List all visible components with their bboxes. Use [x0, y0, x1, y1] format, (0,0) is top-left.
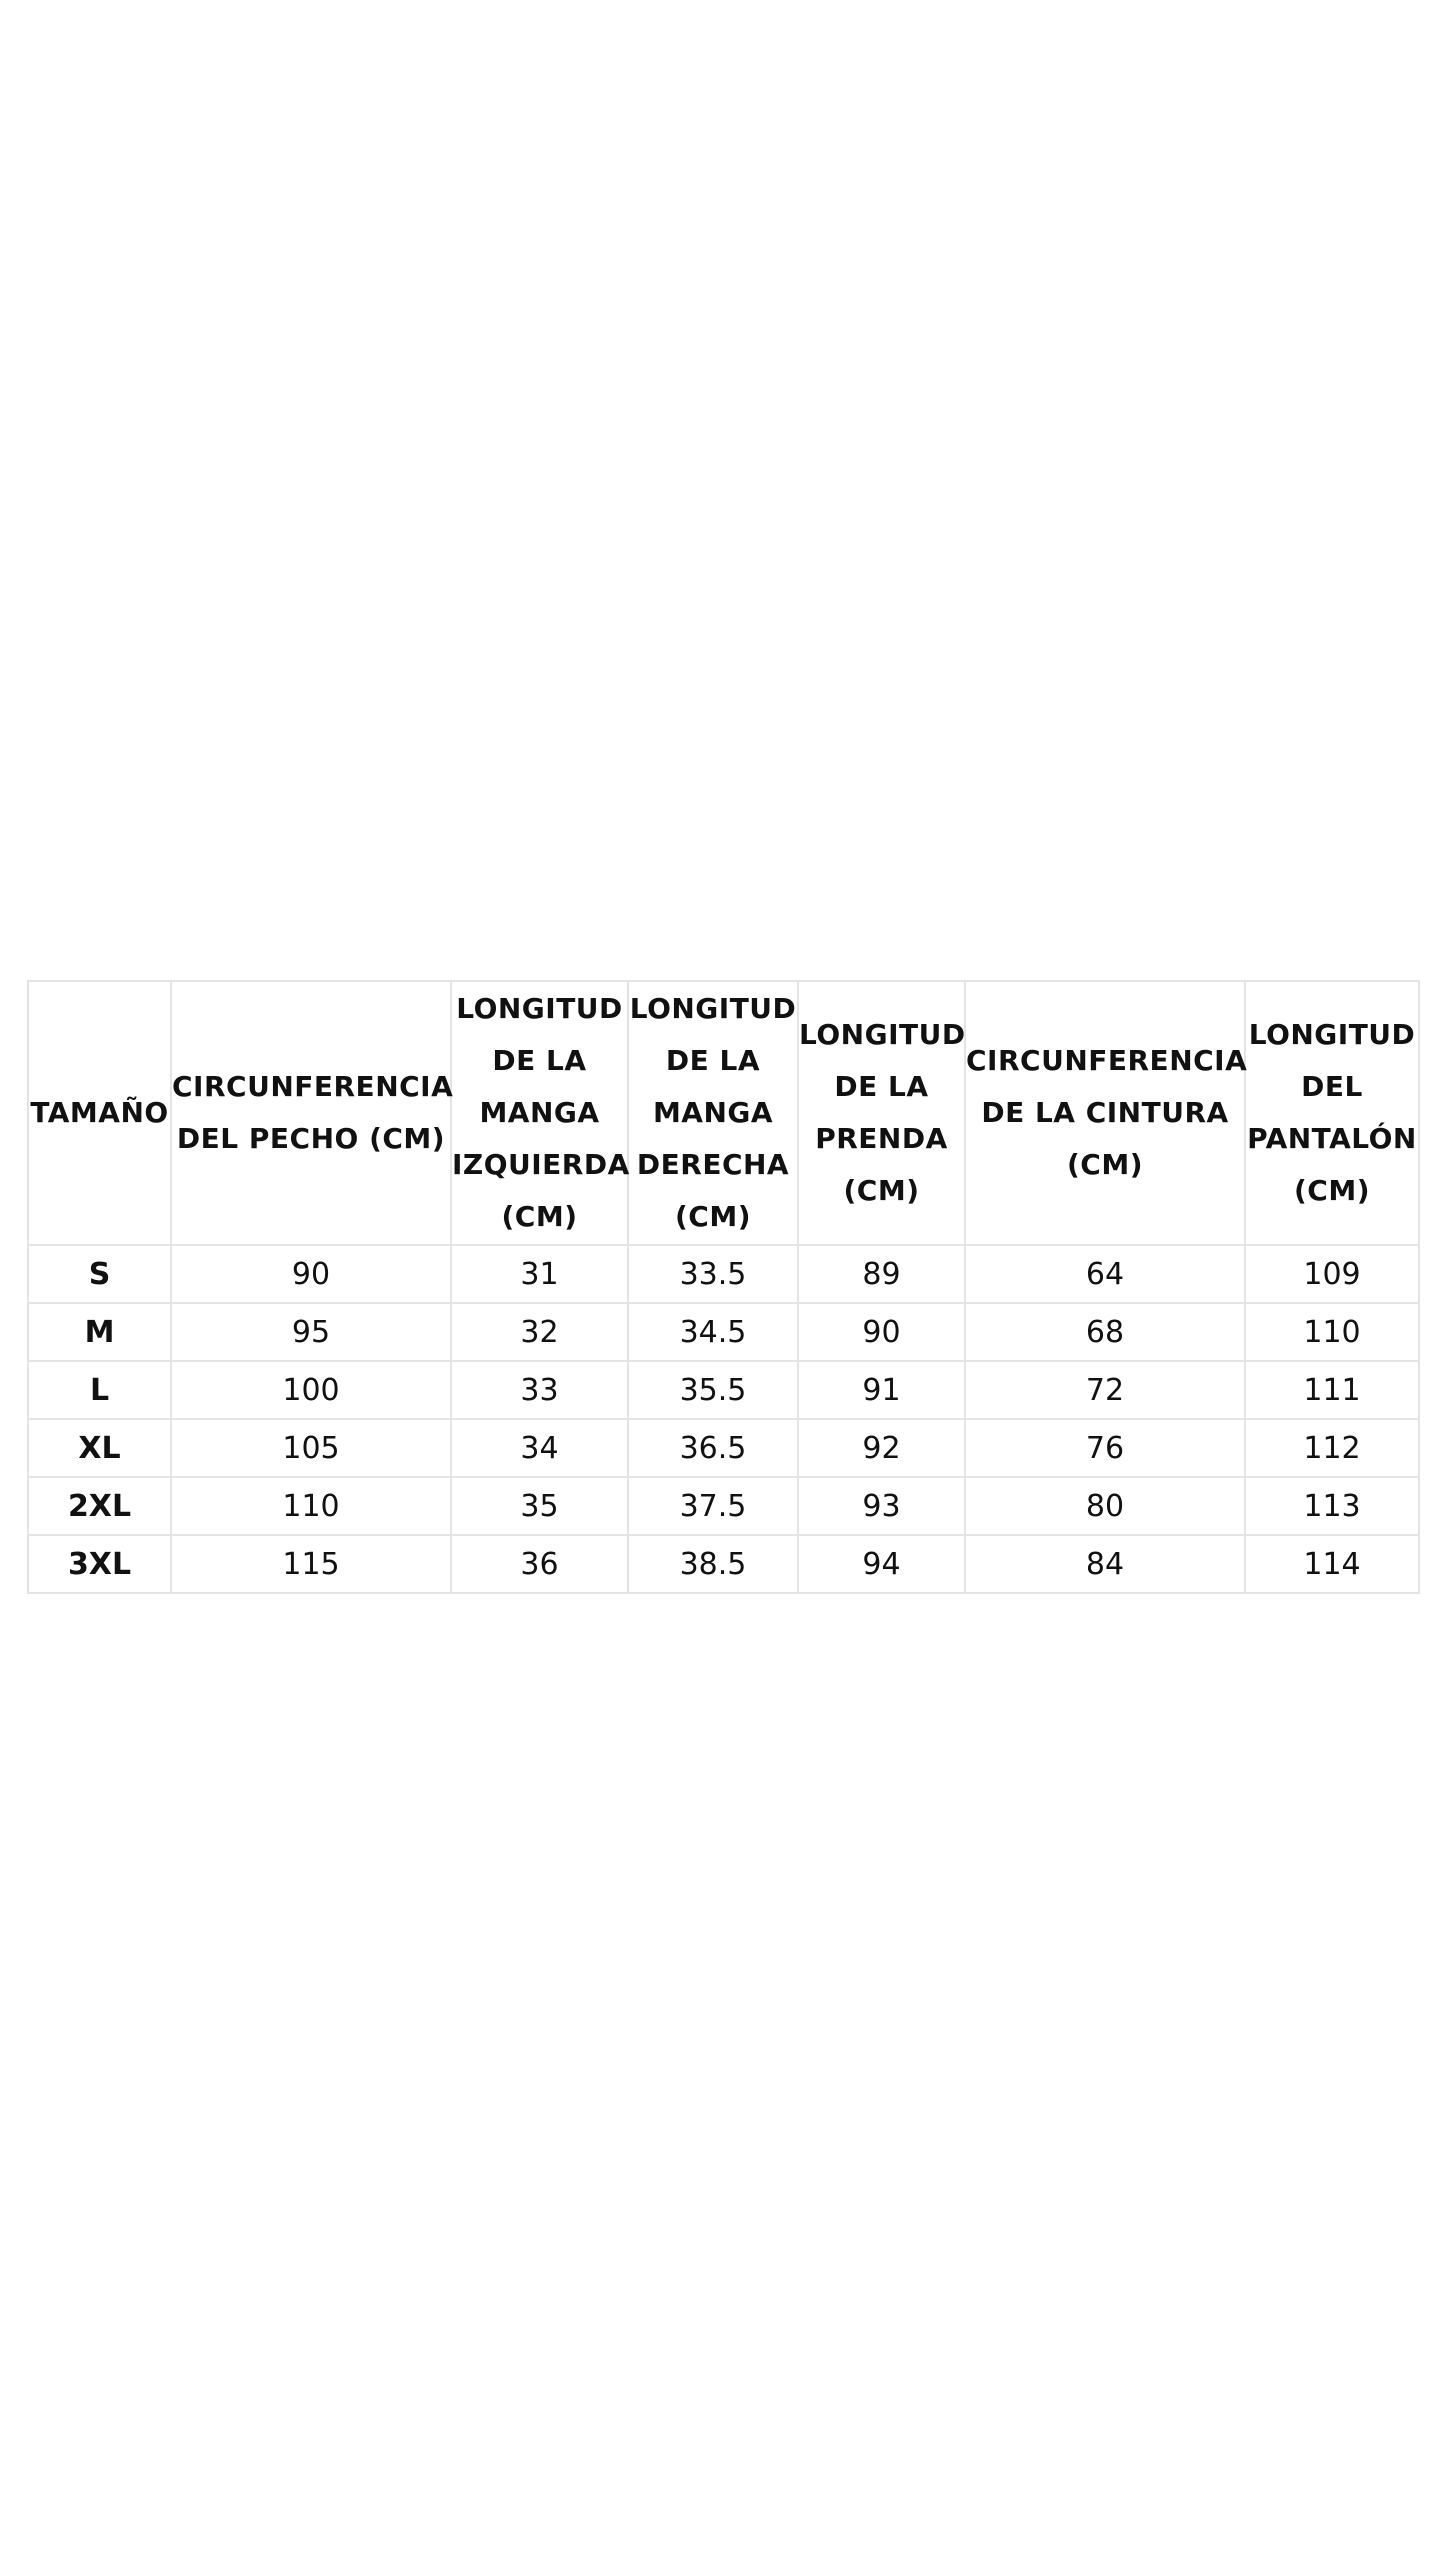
table-cell: 115 [171, 1535, 451, 1593]
table-cell: 32 [451, 1303, 628, 1361]
header-garment-length: LONGITUD DE LA PRENDA (CM) [798, 981, 965, 1245]
table-row [28, 1477, 1419, 1535]
table-cell: 34 [451, 1419, 628, 1477]
table-cell: 91 [798, 1361, 965, 1419]
table-cell: 112 [1245, 1419, 1419, 1477]
size-cell: 2XL [28, 1477, 171, 1535]
size-cell: XL [28, 1419, 171, 1477]
table-cell: 93 [798, 1477, 965, 1535]
size-chart-table [27, 980, 1420, 1594]
header-pants-length: LONGITUD DEL PANTALÓN (CM) [1245, 981, 1419, 1245]
header-left-sleeve-length: LONGITUD DE LA MANGA IZQUIERDA (CM) [451, 981, 628, 1245]
table-cell: 33 [451, 1361, 628, 1419]
table-cell: 34.5 [628, 1303, 798, 1361]
size-cell: 3XL [28, 1535, 171, 1593]
header-row [28, 981, 1419, 1245]
table-cell: 94 [798, 1535, 965, 1593]
table-cell: 76 [965, 1419, 1245, 1477]
table-cell: 68 [965, 1303, 1245, 1361]
table-row [28, 1303, 1419, 1361]
table-cell: 36 [451, 1535, 628, 1593]
table-cell: 80 [965, 1477, 1245, 1535]
table-cell: 90 [171, 1245, 451, 1303]
table-cell: 37.5 [628, 1477, 798, 1535]
size-cell: M [28, 1303, 171, 1361]
table-cell: 31 [451, 1245, 628, 1303]
header-waist-circumference: CIRCUNFERENCIA DE LA CINTURA (CM) [965, 981, 1245, 1245]
table-cell: 90 [798, 1303, 965, 1361]
table-cell: 89 [798, 1245, 965, 1303]
table-cell: 92 [798, 1419, 965, 1477]
table-row [28, 1361, 1419, 1419]
table-row [28, 1535, 1419, 1593]
size-cell: L [28, 1361, 171, 1419]
table-row [28, 1419, 1419, 1477]
table-cell: 33.5 [628, 1245, 798, 1303]
table-cell: 105 [171, 1419, 451, 1477]
table-cell: 110 [1245, 1303, 1419, 1361]
table-cell: 111 [1245, 1361, 1419, 1419]
table-cell: 72 [965, 1361, 1245, 1419]
table-cell: 38.5 [628, 1535, 798, 1593]
table-row [28, 1245, 1419, 1303]
size-cell: S [28, 1245, 171, 1303]
table-cell: 113 [1245, 1477, 1419, 1535]
table-cell: 114 [1245, 1535, 1419, 1593]
table-cell: 100 [171, 1361, 451, 1419]
table-cell: 84 [965, 1535, 1245, 1593]
table-cell: 64 [965, 1245, 1245, 1303]
header-right-sleeve-length: LONGITUD DE LA MANGA DERECHA (CM) [628, 981, 798, 1245]
table-cell: 109 [1245, 1245, 1419, 1303]
table-cell: 110 [171, 1477, 451, 1535]
table-cell: 35.5 [628, 1361, 798, 1419]
header-size: TAMAÑO [28, 981, 171, 1245]
table-cell: 35 [451, 1477, 628, 1535]
table-cell: 36.5 [628, 1419, 798, 1477]
table-cell: 95 [171, 1303, 451, 1361]
header-chest-circumference: CIRCUNFERENCIA DEL PECHO (CM) [171, 981, 451, 1245]
